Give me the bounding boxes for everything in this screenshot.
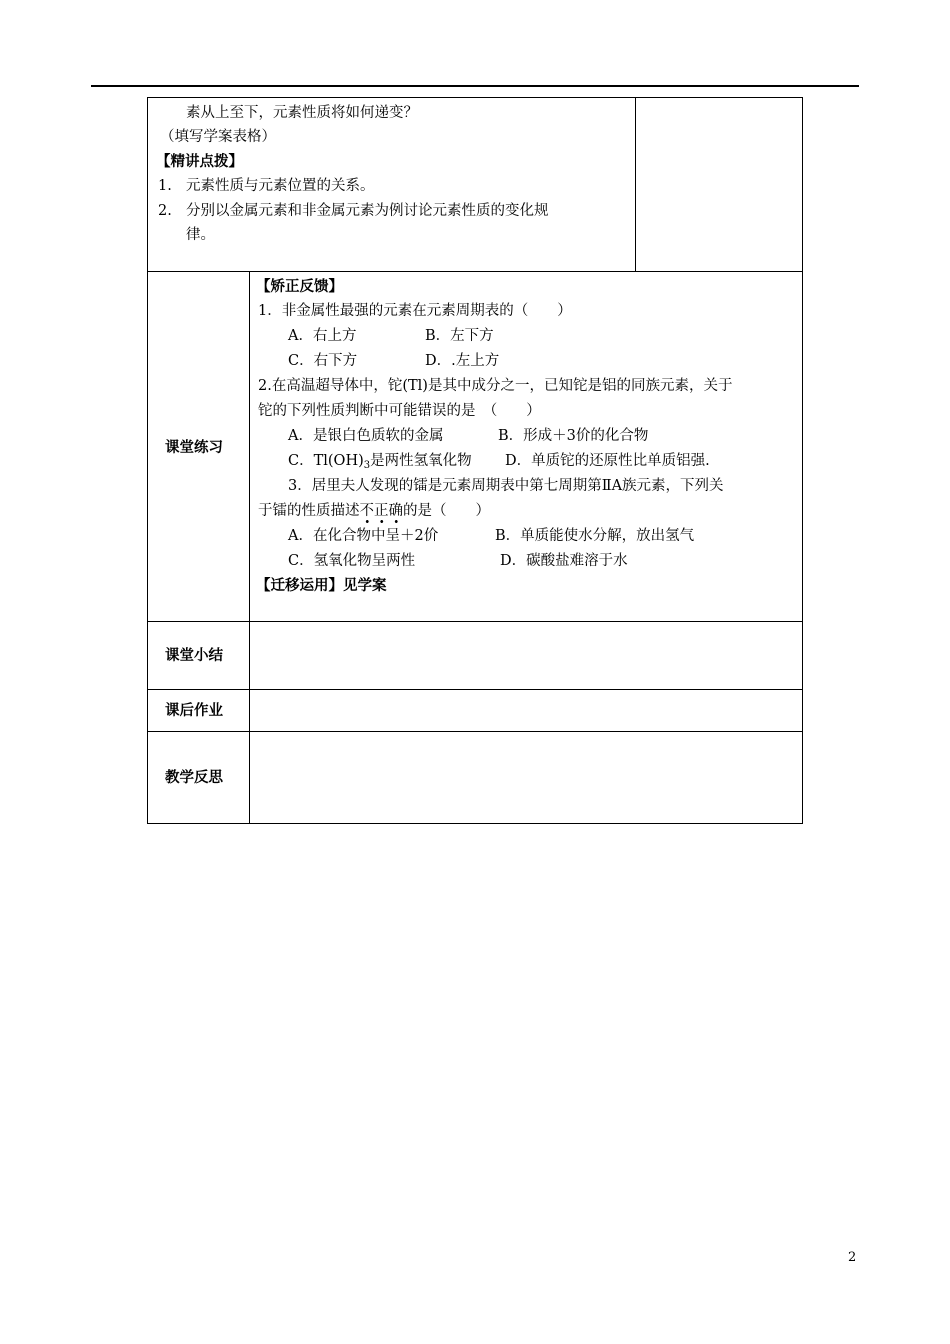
text-line: 素从上至下，元素性质将如何递变？ (186, 105, 418, 121)
option-c: C．右下方 (288, 353, 358, 369)
section-heading: 【矫正反馈】 (256, 279, 343, 295)
practice-label-cell (147, 271, 250, 622)
list-item-number: 2. (158, 203, 172, 219)
section-heading: 【迁移运用】见学案 (256, 578, 387, 594)
option-c: C．$Tl(OH)_3$是两性氢氧化物 (288, 453, 472, 471)
header-rule (91, 85, 859, 87)
option-b: B．形成＋3价的化合物 (498, 428, 649, 444)
emphasized-text: 不正确 (360, 503, 404, 524)
top-section-cell (147, 97, 636, 272)
question-1: 1．非金属性最强的元素在元素周期表的（ ） (258, 303, 572, 319)
list-item-text: 元素性质与元素位置的关系。 (186, 178, 375, 194)
option-b: B．单质能使水分解，放出氢气 (495, 528, 695, 544)
reflection-content-cell (249, 731, 803, 824)
list-item-text: 律。 (186, 227, 215, 243)
option-d: D．单质铊的还原性比单质铝强. (505, 453, 710, 469)
option-d: D．碳酸盐难溶于水 (500, 553, 628, 569)
row-label: 教学反思 (165, 770, 223, 786)
summary-label-cell (147, 621, 250, 690)
question-2-line-1: 2.在高温超导体中，铊(Tl)是其中成分之一，已知铊是铝的同族元素，关于 (258, 378, 733, 394)
question-3-line-1: 3．居里夫人发现的镭是元素周期表中第七周期第ⅡA族元素，下列关 (288, 478, 724, 494)
option-a: A．在化合物中呈＋2价 (288, 528, 439, 544)
homework-label-cell (147, 689, 250, 732)
list-item-text: 分别以金属元素和非金属元素为例讨论元素性质的变化规 (186, 203, 549, 219)
list-item-number: 1. (158, 178, 172, 194)
question-3-line-2: 于镭的性质描述不正确的是（ ） (258, 502, 490, 520)
homework-content-cell (249, 689, 803, 732)
section-heading: 【精讲点拨】 (156, 154, 243, 170)
option-a: A．是银白色质软的金属 (288, 428, 444, 444)
practice-content-cell (249, 271, 803, 622)
option-a: A．右上方 (288, 328, 357, 344)
row-label: 课后作业 (165, 703, 223, 719)
reflection-label-cell (147, 731, 250, 824)
summary-content-cell (249, 621, 803, 690)
row-label: 课堂练习 (165, 440, 223, 456)
option-c: C．氢氧化物呈两性 (288, 553, 416, 569)
top-right-cell (635, 97, 803, 272)
row-label: 课堂小结 (165, 648, 223, 664)
question-2-line-2: 铊的下列性质判断中可能错误的是 （ ） (258, 403, 541, 419)
option-b: B．左下方 (425, 328, 494, 344)
option-d: D．.左上方 (425, 353, 500, 369)
text-line: （填写学案表格） (160, 129, 276, 145)
page-number: 2 (848, 1250, 857, 1265)
